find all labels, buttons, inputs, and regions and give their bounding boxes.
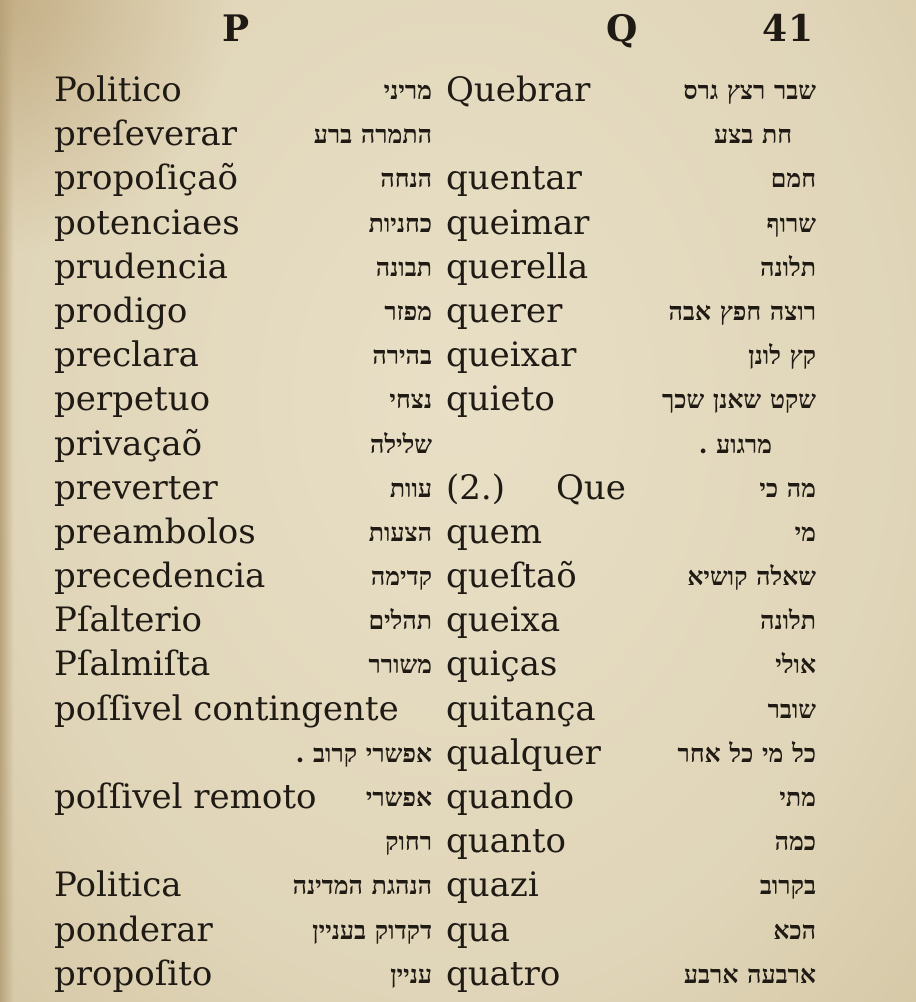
portuguese-word: perpetuo bbox=[54, 379, 211, 420]
hebrew-gloss: הכא bbox=[773, 915, 816, 945]
portuguese-word: Pſalterio bbox=[54, 600, 202, 641]
list-item bbox=[54, 333, 432, 377]
list-item bbox=[54, 554, 432, 598]
portuguese-word: queixar bbox=[446, 335, 577, 376]
hebrew-gloss: כל מי כל אחר bbox=[677, 738, 816, 768]
hebrew-gloss: תלונה bbox=[760, 606, 816, 636]
portuguese-word: queſtaõ bbox=[446, 556, 577, 597]
portuguese-word: preverter bbox=[54, 467, 218, 508]
hebrew-gloss: מה כי bbox=[759, 473, 816, 503]
hebrew-gloss: נצחי bbox=[389, 385, 432, 415]
list-item bbox=[54, 952, 432, 996]
portuguese-word: quando bbox=[446, 777, 575, 817]
list-item bbox=[446, 819, 816, 863]
hebrew-gloss: שבר רצץ גרס bbox=[683, 76, 816, 105]
hebrew-gloss: בהירה bbox=[372, 341, 432, 371]
list-item bbox=[446, 377, 816, 421]
hebrew-gloss: מריני bbox=[383, 76, 432, 105]
list-item bbox=[446, 952, 816, 996]
list-item bbox=[446, 68, 816, 112]
portuguese-word: quitança bbox=[446, 688, 596, 729]
portuguese-word: prudencia bbox=[54, 246, 228, 287]
portuguese-word: Quebrar bbox=[446, 70, 591, 110]
portuguese-word: poſſivel contingente bbox=[54, 688, 399, 729]
portuguese-word: preſeverar bbox=[54, 114, 237, 155]
running-head-left-letter: P bbox=[222, 8, 251, 50]
hebrew-gloss: כמה bbox=[774, 827, 816, 857]
hebrew-gloss: עניין bbox=[390, 959, 432, 989]
portuguese-word: poſſivel remoto bbox=[54, 777, 317, 817]
portuguese-word: Pſalmiſta bbox=[54, 644, 211, 685]
portuguese-word: privaçaõ bbox=[54, 423, 203, 464]
portuguese-word: quem bbox=[446, 511, 543, 552]
hebrew-gloss: מפזר bbox=[384, 296, 432, 326]
list-item bbox=[54, 687, 432, 731]
hebrew-gloss: תבונה bbox=[375, 252, 432, 282]
hebrew-gloss: הנהגת המדינה bbox=[292, 871, 432, 901]
hebrew-gloss: הצעות bbox=[368, 517, 432, 547]
list-item bbox=[54, 466, 432, 510]
hebrew-gloss: רחוק bbox=[385, 827, 432, 857]
hebrew-gloss: חמם bbox=[770, 164, 816, 194]
portuguese-word: prodigo bbox=[54, 290, 188, 331]
list-item bbox=[54, 422, 432, 466]
list-item bbox=[446, 598, 816, 642]
portuguese-word: querella bbox=[446, 246, 589, 287]
portuguese-word: Politica bbox=[54, 865, 182, 906]
portuguese-word: preambolos bbox=[54, 511, 256, 552]
portuguese-word: Politico bbox=[54, 70, 182, 110]
portuguese-word: propoſito bbox=[54, 953, 213, 994]
hebrew-gloss: בקרוב bbox=[759, 871, 816, 901]
list-item bbox=[446, 510, 816, 554]
hebrew-gloss: תהלים bbox=[368, 606, 432, 636]
list-item bbox=[446, 289, 816, 333]
list-item bbox=[446, 908, 816, 952]
list-item bbox=[54, 289, 432, 333]
hebrew-gloss: התמרה ברע bbox=[313, 120, 432, 150]
list-item bbox=[446, 112, 816, 156]
list-item bbox=[54, 819, 432, 863]
hebrew-gloss: שובר bbox=[767, 694, 816, 724]
hebrew-gloss: אפשרי bbox=[365, 783, 432, 812]
hebrew-gloss: עוות bbox=[389, 473, 432, 503]
portuguese-word: queimar bbox=[446, 202, 590, 243]
list-item bbox=[54, 201, 432, 245]
list-item bbox=[54, 863, 432, 907]
list-item bbox=[446, 201, 816, 245]
portuguese-word: queixa bbox=[446, 600, 561, 641]
portuguese-word: quieto bbox=[446, 379, 555, 420]
portuguese-word: quentar bbox=[446, 158, 582, 199]
hebrew-gloss: שקט שאנן שכך bbox=[661, 385, 816, 415]
list-item bbox=[54, 68, 432, 112]
hebrew-gloss: תלונה bbox=[760, 252, 816, 282]
portuguese-word: qua bbox=[446, 909, 510, 950]
portuguese-word: propoſiçaõ bbox=[54, 158, 238, 199]
hebrew-gloss: ארבעה ארבע bbox=[683, 959, 816, 989]
hebrew-gloss: כחניות bbox=[368, 208, 432, 238]
portuguese-word: quatro bbox=[446, 953, 561, 994]
list-item bbox=[54, 775, 432, 819]
list-item bbox=[446, 156, 816, 200]
list-item bbox=[446, 333, 816, 377]
portuguese-word: querer bbox=[446, 290, 563, 331]
portuguese-word: quazi bbox=[446, 865, 539, 906]
list-item bbox=[446, 245, 816, 289]
left-column bbox=[54, 68, 432, 996]
list-item bbox=[446, 466, 816, 510]
portuguese-word: quanto bbox=[446, 821, 566, 862]
portuguese-word: potenciaes bbox=[54, 202, 240, 243]
page-number: 41 bbox=[762, 8, 815, 50]
hebrew-gloss: אולי bbox=[775, 650, 816, 680]
page-gutter-shadow bbox=[0, 0, 14, 1002]
hebrew-gloss: רוצה חפץ אבה bbox=[668, 296, 816, 326]
running-head-right-letter: Q bbox=[606, 8, 639, 50]
list-item bbox=[446, 422, 816, 466]
hebrew-gloss: שאלה קושיא bbox=[687, 562, 816, 592]
list-item bbox=[446, 554, 816, 598]
list-item bbox=[446, 863, 816, 907]
portuguese-word: preclara bbox=[54, 335, 199, 376]
hebrew-gloss: שלילה bbox=[369, 429, 432, 459]
list-item bbox=[54, 112, 432, 156]
hebrew-gloss: מתי bbox=[779, 783, 816, 812]
portuguese-word: quiças bbox=[446, 644, 558, 685]
hebrew-gloss: מרגוע . bbox=[698, 429, 772, 459]
hebrew-gloss: משורר bbox=[368, 650, 432, 680]
hebrew-gloss: הנחה bbox=[380, 164, 432, 194]
hebrew-gloss: קץ לונן bbox=[748, 341, 816, 371]
list-item bbox=[54, 510, 432, 554]
portuguese-word: precedencia bbox=[54, 556, 266, 597]
list-item bbox=[446, 731, 816, 775]
list-item bbox=[446, 642, 816, 686]
list-item bbox=[54, 642, 432, 686]
hebrew-gloss: חת בצע bbox=[713, 120, 792, 150]
portuguese-word: qualquer bbox=[446, 732, 601, 773]
hebrew-gloss: שרוף bbox=[766, 208, 816, 238]
list-item bbox=[54, 908, 432, 952]
hebrew-gloss: דקדוק בעניין bbox=[312, 915, 432, 945]
hebrew-gloss: אפשרי קרוב . bbox=[295, 738, 432, 768]
list-item bbox=[54, 377, 432, 421]
hebrew-gloss: קדימה bbox=[370, 562, 432, 592]
list-item bbox=[54, 245, 432, 289]
hebrew-gloss: מי bbox=[794, 517, 816, 547]
list-item bbox=[54, 156, 432, 200]
portuguese-word: Que bbox=[556, 467, 626, 508]
list-item bbox=[54, 731, 432, 775]
section-number: (2.) bbox=[446, 467, 505, 508]
list-item bbox=[446, 775, 816, 819]
right-column bbox=[446, 68, 816, 996]
list-item bbox=[54, 598, 432, 642]
list-item bbox=[446, 687, 816, 731]
portuguese-word: ponderar bbox=[54, 909, 213, 950]
